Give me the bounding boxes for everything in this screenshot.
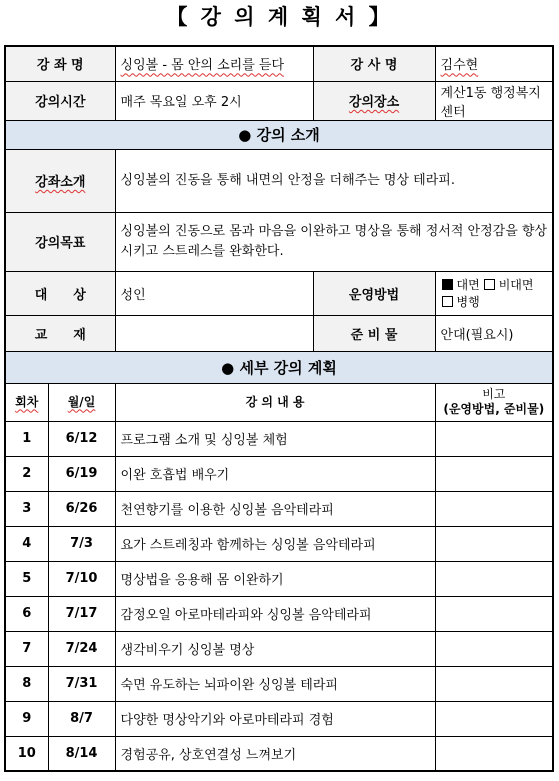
table-row xyxy=(5,561,553,596)
session-cell: 3 xyxy=(5,491,48,526)
time-label: 강의시간 xyxy=(5,81,115,120)
course-name-value xyxy=(115,46,313,81)
description-value: 싱잉볼의 진동을 통해 내면의 안정을 더해주는 명상 테라피. xyxy=(115,149,553,212)
mode-option-label: 비대면 xyxy=(498,278,534,292)
session-cell: 8 xyxy=(5,666,48,701)
instructor-value xyxy=(435,46,553,81)
course-name-label: 강 좌 명 xyxy=(5,46,115,81)
date-cell: 7/17 xyxy=(48,596,115,631)
header-note-line1: 비고 xyxy=(482,387,506,401)
header-date-text: 월/일 xyxy=(67,394,96,409)
note-cell xyxy=(435,631,553,666)
row-plan-section xyxy=(5,351,553,383)
page-title: 【 강 의 계 획 서 】 xyxy=(166,5,393,29)
table-row xyxy=(5,701,553,736)
checkbox-empty-icon xyxy=(484,279,495,290)
note-cell xyxy=(435,456,553,491)
content-cell: 이완 호흡법 배우기 xyxy=(115,456,435,491)
checkbox-checked-icon xyxy=(442,279,453,290)
content-cell: 생각비우기 싱잉볼 명상 xyxy=(115,631,435,666)
note-cell xyxy=(435,666,553,701)
date-cell: 8/14 xyxy=(48,736,115,771)
mode-option-label: 병행 xyxy=(456,295,480,309)
mode-label: 운영방법 xyxy=(313,271,435,315)
table-row xyxy=(5,596,553,631)
material-label: 교 재 xyxy=(5,315,115,351)
content-cell: 감정오일 아로마테라피와 싱잉볼 음악테라피 xyxy=(115,596,435,631)
checkbox-empty-icon xyxy=(442,296,453,307)
session-cell: 1 xyxy=(5,421,48,456)
supplies-label: 준 비 물 xyxy=(313,315,435,351)
goal-value: 싱잉볼의 진동으로 몸과 마음을 이완하고 명상을 통해 정서적 안정감을 향상시키고 스트레스를 완화한다. xyxy=(115,212,553,271)
table-row xyxy=(5,421,553,456)
plan-section-title: ● 세부 강의 계획 xyxy=(5,351,553,383)
note-cell xyxy=(435,561,553,596)
mode-option-label: 대면 xyxy=(456,278,480,292)
table-row xyxy=(5,631,553,666)
session-cell: 6 xyxy=(5,596,48,631)
intro-section-title: ● 강의 소개 xyxy=(5,120,553,149)
table-row xyxy=(5,456,553,491)
date-cell: 7/24 xyxy=(48,631,115,666)
target-value: 성인 xyxy=(115,271,313,315)
table-row xyxy=(5,491,553,526)
header-session xyxy=(5,383,48,421)
row-intro-section xyxy=(5,120,553,149)
place-value: 계산1동 행정복지센터 xyxy=(435,81,553,120)
header-session-text: 회차 xyxy=(15,394,39,409)
note-cell xyxy=(435,421,553,456)
date-cell: 7/10 xyxy=(48,561,115,596)
session-cell: 9 xyxy=(5,701,48,736)
content-cell: 경험공유, 상호연결성 느껴보기 xyxy=(115,736,435,771)
table-row xyxy=(5,666,553,701)
material-value xyxy=(115,315,313,351)
supplies-value: 안대(필요시) xyxy=(435,315,553,351)
content-cell: 천연향기를 이용한 싱잉볼 음악테라피 xyxy=(115,491,435,526)
date-cell: 6/26 xyxy=(48,491,115,526)
row-description xyxy=(5,149,553,212)
row-time xyxy=(5,81,553,120)
date-cell: 6/12 xyxy=(48,421,115,456)
instructor-text: 김수현 xyxy=(440,58,479,74)
header-content: 강 의 내 용 xyxy=(115,383,435,421)
session-cell: 10 xyxy=(5,736,48,771)
description-label xyxy=(5,149,115,212)
plan-header-row xyxy=(5,383,553,421)
place-label xyxy=(313,81,435,120)
table-row xyxy=(5,526,553,561)
note-cell xyxy=(435,701,553,736)
goal-label: 강의목표 xyxy=(5,212,115,271)
instructor-label: 강 사 명 xyxy=(313,46,435,81)
session-cell: 5 xyxy=(5,561,48,596)
mode-options xyxy=(435,271,553,315)
description-label-text: 강좌소개 xyxy=(35,175,86,190)
row-target xyxy=(5,271,553,315)
note-cell xyxy=(435,596,553,631)
content-cell: 다양한 명상악기와 아로마테라피 경험 xyxy=(115,701,435,736)
session-cell: 2 xyxy=(5,456,48,491)
note-cell xyxy=(435,736,553,771)
note-cell xyxy=(435,526,553,561)
course-name-text: 싱잉볼 - 몸 안의 소리를 듣다 xyxy=(120,58,285,74)
header-note xyxy=(435,383,553,421)
header-note-line2: (운영방법, 준비물) xyxy=(443,402,545,416)
content-cell: 요가 스트레칭과 함께하는 싱잉볼 음악테라피 xyxy=(115,526,435,561)
date-cell: 7/3 xyxy=(48,526,115,561)
note-cell xyxy=(435,491,553,526)
date-cell: 6/19 xyxy=(48,456,115,491)
place-label-text: 강의장소 xyxy=(348,95,400,110)
row-goal xyxy=(5,212,553,271)
content-cell: 명상법을 응용해 몸 이완하기 xyxy=(115,561,435,596)
header-date xyxy=(48,383,115,421)
row-material xyxy=(5,315,553,351)
row-course-name xyxy=(5,46,553,81)
content-cell: 프로그램 소개 및 싱잉볼 체험 xyxy=(115,421,435,456)
table-row xyxy=(5,736,553,771)
time-value: 매주 목요일 오후 2시 xyxy=(115,81,313,120)
session-cell: 4 xyxy=(5,526,48,561)
target-label: 대 상 xyxy=(5,271,115,315)
lecture-plan-table xyxy=(4,45,554,772)
session-cell: 7 xyxy=(5,631,48,666)
date-cell: 8/7 xyxy=(48,701,115,736)
content-cell: 숙면 유도하는 뇌파이완 싱잉볼 테라피 xyxy=(115,666,435,701)
date-cell: 7/31 xyxy=(48,666,115,701)
